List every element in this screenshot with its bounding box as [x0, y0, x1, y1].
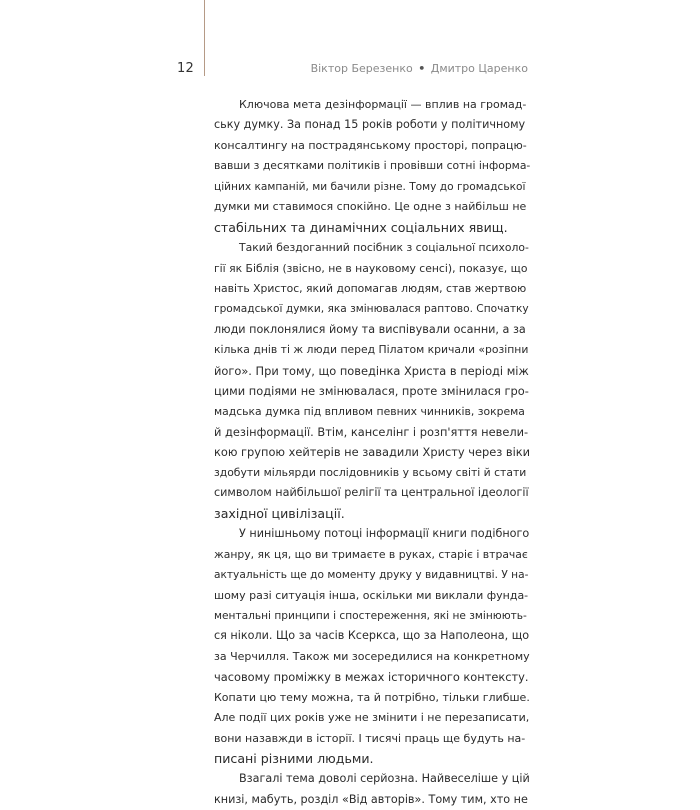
- text-line: західної цивілізації.: [214, 505, 345, 521]
- text-line: кілька днів ті ж люди перед Пілатом кричали «розіпни: [214, 343, 529, 357]
- text-line: кою групою хейтерів не завадили Христу через віки: [214, 445, 531, 460]
- text-line: й дезінформації. Втім, канселінг і розп'яття невели-: [214, 425, 529, 439]
- text-line: Але події цих років уже не змінити і не перезаписати,: [214, 711, 530, 725]
- text-line: ційних кампаній, ми бачили різне. Тому до громадської: [214, 180, 526, 193]
- text-line: Копати цю тему можна, та й потрібно, тільки глибше.: [214, 690, 530, 704]
- text-line: гії як Біблія (звісно, не в науковому сенсі), показує, що: [214, 261, 528, 275]
- author-2: Дмитро Царенко: [430, 62, 528, 75]
- text-line: книзі, мабуть, розділ «Від авторів». Тому тим, хто не: [214, 792, 528, 806]
- text-line: писані різними людьми.: [214, 751, 374, 766]
- text-line: актуальність ще до моменту друку у видавництві. У на-: [214, 569, 529, 582]
- text-line: люди поклонялися йому та виспівували осанни, а за: [214, 322, 526, 336]
- text-line: часовому проміжку в межах історичного контексту.: [214, 670, 529, 685]
- text-line: ся ніколи. Що за часів Ксеркса, що за Наполеона, що: [214, 629, 530, 643]
- text-line: ментальні принципи і спостереження, які не змінюють-: [214, 609, 527, 622]
- text-line: символом найбільшої релігії та центральної ідеології: [214, 486, 529, 500]
- text-line: Такий бездоганний посібник з соціальної психоло-: [239, 241, 529, 255]
- page-number: 12: [177, 61, 194, 76]
- text-line: вавши з десятками політиків і провівши сотні інформа-: [214, 159, 531, 173]
- text-line: стабільних та динамічних соціальних явищ.: [214, 219, 508, 235]
- text-line: Взагалі тема доволі серйозна. Найвеселіше у цій: [239, 772, 530, 786]
- text-line: У нинішньому потоці інформації книги подібного: [239, 527, 530, 541]
- text-line: консалтингу на пострадянському просторі, попрацю-: [214, 138, 527, 152]
- author-1: Віктор Березенко: [310, 62, 413, 75]
- text-line: Ключова мета дезінформації — вплив на громад-: [239, 98, 527, 111]
- text-line: мадська думка під впливом певних чинників, зокрема: [214, 404, 525, 418]
- text-line: його». При тому, що поведінка Христа в періоді між: [214, 363, 529, 378]
- text-line: навіть Христос, який допомагав людям, став жертвою: [214, 281, 527, 295]
- text-line: вони назавжди в історії. І тисячі праць ще будуть на-: [214, 731, 526, 745]
- text-line: думки ми ставимося спокійно. Це одне з найбільш не: [214, 200, 527, 214]
- text-line: жанру, як ця, що ви тримаєте в руках, старіє і втрачає: [214, 547, 528, 561]
- author-separator: •: [418, 62, 426, 75]
- header-divider: [204, 0, 205, 76]
- text-line: здобути мільярди послідовників у всьому світі й стати: [214, 465, 527, 479]
- text-line: громадської думки, яка змінювалася раптово. Спочатку: [214, 303, 529, 316]
- text-line: шому разі ситуація інша, оскільки ми виклали фунда-: [214, 588, 529, 602]
- text-line: за Черчилля. Також ми зосередилися на конкретному: [214, 649, 530, 663]
- body-text: [214, 95, 530, 810]
- text-line: цими подіями не змінювалася, проте змінилася гро-: [214, 384, 529, 399]
- text-line: ську думку. За понад 15 років роботи у політичному: [214, 118, 526, 132]
- running-head: [311, 62, 528, 75]
